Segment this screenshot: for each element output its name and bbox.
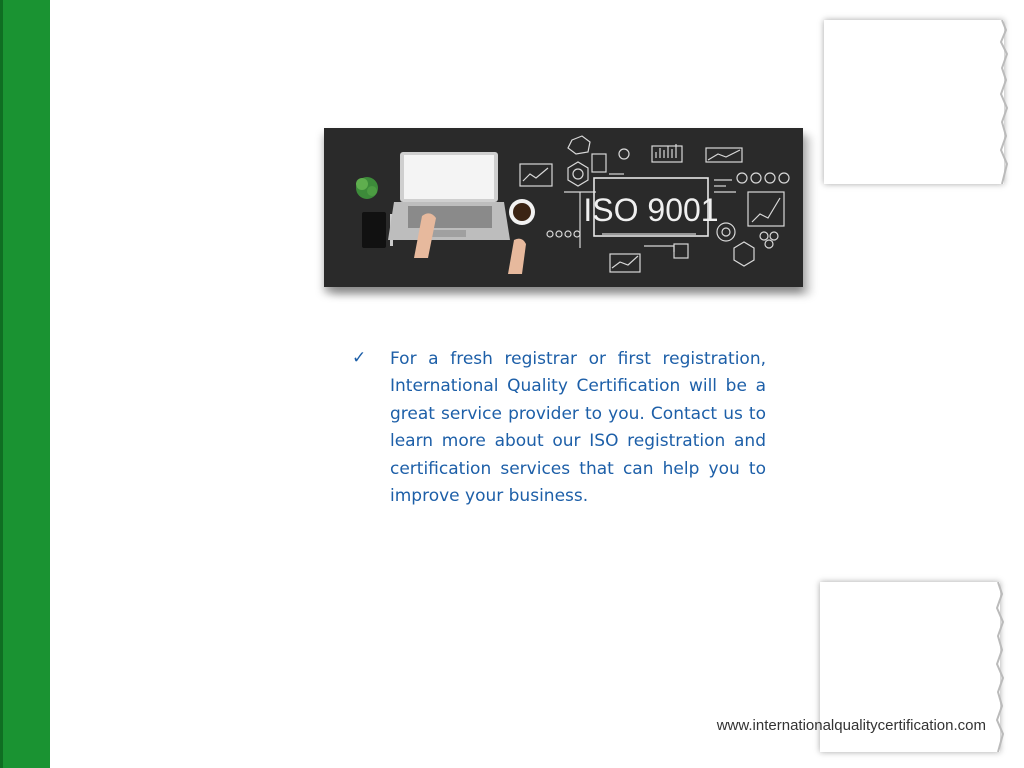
coffee-cup-icon	[509, 199, 535, 225]
bullet-list	[352, 346, 768, 527]
left-accent-bar	[0, 0, 50, 768]
checkmark-icon: ✓	[352, 348, 367, 368]
iso-badge-text: ISO 9001	[583, 192, 719, 228]
torn-edge-top	[1000, 20, 1008, 184]
plant-icon	[356, 177, 378, 199]
torn-paper-top-right	[824, 20, 1004, 184]
bullet-text: For a fresh registrar or first registration, International Quality Certification will be a great service provider to you. Contact us to learn more about our ISO registration and certification services that can help you to improve your business.	[390, 349, 766, 507]
notebook-icon	[362, 212, 386, 248]
hero-image	[324, 128, 803, 287]
laptop-icon	[388, 152, 510, 240]
footer-website-url[interactable]: www.internationalqualitycertification.com	[716, 717, 986, 734]
torn-edge-bottom	[996, 582, 1004, 752]
